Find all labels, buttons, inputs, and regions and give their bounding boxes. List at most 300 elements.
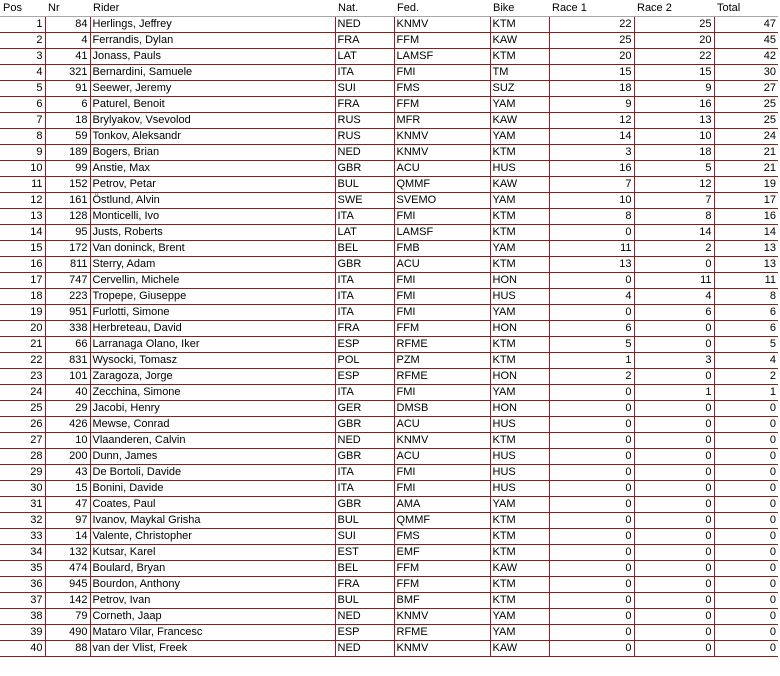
cell-bike: KTM	[490, 577, 549, 593]
cell-fed: ACU	[394, 161, 490, 177]
cell-bike: KTM	[490, 353, 549, 369]
cell-race1: 10	[549, 193, 634, 209]
table-row	[0, 465, 778, 481]
cell-race2: 18	[634, 145, 714, 161]
cell-rider: Seewer, Jeremy	[90, 81, 335, 97]
cell-race1: 7	[549, 177, 634, 193]
cell-fed: FMI	[394, 65, 490, 81]
cell-nr: 47	[45, 497, 90, 513]
cell-bike: HUS	[490, 465, 549, 481]
cell-race1: 0	[549, 417, 634, 433]
cell-race2: 0	[634, 529, 714, 545]
cell-nat: LAT	[335, 225, 394, 241]
cell-bike: KTM	[490, 337, 549, 353]
cell-nr: 747	[45, 273, 90, 289]
table-row	[0, 417, 778, 433]
cell-race1: 0	[549, 641, 634, 657]
table-row	[0, 209, 778, 225]
cell-fed: EMF	[394, 545, 490, 561]
cell-race1: 0	[549, 513, 634, 529]
cell-nr: 91	[45, 81, 90, 97]
cell-fed: ACU	[394, 257, 490, 273]
cell-race1: 6	[549, 321, 634, 337]
cell-race2: 15	[634, 65, 714, 81]
cell-pos: 25	[0, 401, 45, 417]
cell-total: 5	[714, 337, 778, 353]
cell-nr: 99	[45, 161, 90, 177]
cell-fed: RFME	[394, 337, 490, 353]
cell-race1: 0	[549, 625, 634, 641]
cell-total: 6	[714, 321, 778, 337]
table-row	[0, 353, 778, 369]
cell-nr: 152	[45, 177, 90, 193]
table-row	[0, 433, 778, 449]
cell-bike: HUS	[490, 481, 549, 497]
cell-pos: 13	[0, 209, 45, 225]
cell-total: 0	[714, 449, 778, 465]
cell-race1: 16	[549, 161, 634, 177]
cell-bike: YAM	[490, 129, 549, 145]
cell-race1: 4	[549, 289, 634, 305]
cell-fed: KNMV	[394, 641, 490, 657]
cell-race2: 6	[634, 305, 714, 321]
cell-fed: QMMF	[394, 177, 490, 193]
table-body	[0, 17, 778, 657]
cell-nat: NED	[335, 609, 394, 625]
cell-pos: 22	[0, 353, 45, 369]
table-row	[0, 177, 778, 193]
table-row	[0, 561, 778, 577]
cell-race1: 0	[549, 401, 634, 417]
cell-nat: FRA	[335, 33, 394, 49]
cell-race1: 12	[549, 113, 634, 129]
cell-race2: 0	[634, 257, 714, 273]
cell-race1: 13	[549, 257, 634, 273]
cell-fed: QMMF	[394, 513, 490, 529]
cell-total: 0	[714, 545, 778, 561]
cell-race1: 0	[549, 497, 634, 513]
cell-total: 14	[714, 225, 778, 241]
cell-total: 6	[714, 305, 778, 321]
table-row	[0, 113, 778, 129]
cell-nr: 426	[45, 417, 90, 433]
cell-bike: KTM	[490, 513, 549, 529]
cell-race2: 14	[634, 225, 714, 241]
cell-rider: Zecchina, Simone	[90, 385, 335, 401]
cell-rider: Mewse, Conrad	[90, 417, 335, 433]
cell-fed: KNMV	[394, 145, 490, 161]
cell-bike: KTM	[490, 257, 549, 273]
cell-pos: 26	[0, 417, 45, 433]
cell-total: 1	[714, 385, 778, 401]
cell-fed: AMA	[394, 497, 490, 513]
column-header-pos: Pos	[0, 0, 45, 17]
cell-fed: MFR	[394, 113, 490, 129]
cell-race2: 10	[634, 129, 714, 145]
cell-nat: RUS	[335, 129, 394, 145]
cell-bike: YAM	[490, 193, 549, 209]
cell-nat: ITA	[335, 481, 394, 497]
cell-nat: SUI	[335, 81, 394, 97]
cell-race2: 11	[634, 273, 714, 289]
cell-race2: 0	[634, 641, 714, 657]
header-row	[0, 0, 778, 17]
cell-nat: GER	[335, 401, 394, 417]
cell-rider: Herbreteau, David	[90, 321, 335, 337]
cell-race1: 0	[549, 465, 634, 481]
cell-bike: HUS	[490, 449, 549, 465]
cell-race1: 25	[549, 33, 634, 49]
cell-bike: YAM	[490, 385, 549, 401]
cell-nat: GBR	[335, 417, 394, 433]
cell-race2: 5	[634, 161, 714, 177]
cell-race2: 0	[634, 625, 714, 641]
cell-race2: 0	[634, 593, 714, 609]
cell-race2: 0	[634, 561, 714, 577]
table-row	[0, 321, 778, 337]
cell-race2: 22	[634, 49, 714, 65]
table-row	[0, 449, 778, 465]
cell-pos: 29	[0, 465, 45, 481]
cell-nr: 951	[45, 305, 90, 321]
cell-race2: 0	[634, 369, 714, 385]
cell-total: 30	[714, 65, 778, 81]
cell-race2: 25	[634, 17, 714, 33]
cell-fed: FMS	[394, 529, 490, 545]
cell-race1: 0	[549, 305, 634, 321]
cell-nr: 223	[45, 289, 90, 305]
cell-rider: Wysocki, Tomasz	[90, 353, 335, 369]
cell-bike: KTM	[490, 593, 549, 609]
cell-race2: 2	[634, 241, 714, 257]
cell-nr: 10	[45, 433, 90, 449]
cell-bike: KTM	[490, 545, 549, 561]
column-header-nat: Nat.	[335, 0, 394, 17]
cell-race1: 14	[549, 129, 634, 145]
cell-bike: KAW	[490, 113, 549, 129]
cell-nr: 189	[45, 145, 90, 161]
cell-nat: FRA	[335, 321, 394, 337]
cell-pos: 6	[0, 97, 45, 113]
table-row	[0, 337, 778, 353]
cell-nat: ITA	[335, 65, 394, 81]
cell-total: 13	[714, 241, 778, 257]
cell-race2: 9	[634, 81, 714, 97]
cell-nat: ITA	[335, 273, 394, 289]
cell-bike: SUZ	[490, 81, 549, 97]
cell-race2: 0	[634, 609, 714, 625]
cell-rider: Jacobi, Henry	[90, 401, 335, 417]
cell-nat: GBR	[335, 257, 394, 273]
cell-race2: 0	[634, 449, 714, 465]
table-row	[0, 545, 778, 561]
cell-pos: 38	[0, 609, 45, 625]
cell-pos: 21	[0, 337, 45, 353]
cell-total: 0	[714, 529, 778, 545]
table-row	[0, 145, 778, 161]
cell-bike: TM	[490, 65, 549, 81]
cell-nat: GBR	[335, 497, 394, 513]
cell-pos: 8	[0, 129, 45, 145]
cell-fed: FMS	[394, 81, 490, 97]
cell-bike: KTM	[490, 433, 549, 449]
cell-rider: Petrov, Petar	[90, 177, 335, 193]
column-header-race2: Race 2	[634, 0, 714, 17]
cell-nr: 15	[45, 481, 90, 497]
table-row	[0, 81, 778, 97]
cell-race2: 0	[634, 433, 714, 449]
cell-nat: NED	[335, 641, 394, 657]
cell-total: 0	[714, 497, 778, 513]
cell-nr: 132	[45, 545, 90, 561]
cell-nat: LAT	[335, 49, 394, 65]
cell-rider: De Bortoli, Davide	[90, 465, 335, 481]
cell-nr: 831	[45, 353, 90, 369]
cell-rider: Petrov, Ivan	[90, 593, 335, 609]
cell-fed: DMSB	[394, 401, 490, 417]
cell-rider: Cervellin, Michele	[90, 273, 335, 289]
cell-total: 0	[714, 417, 778, 433]
cell-pos: 30	[0, 481, 45, 497]
cell-nat: GBR	[335, 161, 394, 177]
cell-race1: 0	[549, 433, 634, 449]
table-row	[0, 97, 778, 113]
cell-nat: GBR	[335, 449, 394, 465]
cell-pos: 12	[0, 193, 45, 209]
cell-nr: 161	[45, 193, 90, 209]
cell-rider: Boulard, Bryan	[90, 561, 335, 577]
cell-race2: 0	[634, 513, 714, 529]
cell-bike: YAM	[490, 305, 549, 321]
table-row	[0, 625, 778, 641]
cell-pos: 27	[0, 433, 45, 449]
cell-rider: Furlotti, Simone	[90, 305, 335, 321]
table-row	[0, 609, 778, 625]
cell-bike: HON	[490, 321, 549, 337]
cell-fed: FFM	[394, 561, 490, 577]
table-row	[0, 193, 778, 209]
table-row	[0, 257, 778, 273]
cell-total: 0	[714, 465, 778, 481]
cell-pos: 20	[0, 321, 45, 337]
cell-race1: 0	[549, 609, 634, 625]
cell-rider: Bonini, Davide	[90, 481, 335, 497]
cell-nat: NED	[335, 17, 394, 33]
cell-nat: BUL	[335, 513, 394, 529]
cell-race2: 1	[634, 385, 714, 401]
cell-bike: YAM	[490, 609, 549, 625]
cell-pos: 16	[0, 257, 45, 273]
cell-total: 27	[714, 81, 778, 97]
cell-rider: Paturel, Benoit	[90, 97, 335, 113]
cell-bike: HON	[490, 273, 549, 289]
cell-bike: YAM	[490, 241, 549, 257]
table-row	[0, 49, 778, 65]
cell-race1: 18	[549, 81, 634, 97]
column-header-total: Total	[714, 0, 778, 17]
cell-nr: 6	[45, 97, 90, 113]
column-header-rider: Rider	[90, 0, 335, 17]
cell-fed: LAMSF	[394, 49, 490, 65]
table-row	[0, 513, 778, 529]
cell-pos: 11	[0, 177, 45, 193]
cell-pos: 14	[0, 225, 45, 241]
cell-pos: 17	[0, 273, 45, 289]
table-row	[0, 273, 778, 289]
cell-race1: 11	[549, 241, 634, 257]
table-row	[0, 289, 778, 305]
cell-fed: FMI	[394, 273, 490, 289]
cell-rider: Jonass, Pauls	[90, 49, 335, 65]
cell-fed: FMI	[394, 385, 490, 401]
cell-rider: Larranaga Olano, Iker	[90, 337, 335, 353]
cell-total: 0	[714, 561, 778, 577]
cell-fed: FFM	[394, 321, 490, 337]
cell-total: 0	[714, 625, 778, 641]
cell-nr: 95	[45, 225, 90, 241]
cell-fed: BMF	[394, 593, 490, 609]
cell-nat: ITA	[335, 209, 394, 225]
cell-race1: 0	[549, 545, 634, 561]
cell-pos: 18	[0, 289, 45, 305]
cell-bike: HON	[490, 401, 549, 417]
cell-bike: HUS	[490, 417, 549, 433]
cell-pos: 40	[0, 641, 45, 657]
cell-nr: 84	[45, 17, 90, 33]
cell-nr: 88	[45, 641, 90, 657]
cell-bike: KAW	[490, 33, 549, 49]
table-row	[0, 641, 778, 657]
cell-total: 16	[714, 209, 778, 225]
cell-pos: 1	[0, 17, 45, 33]
cell-bike: KAW	[490, 177, 549, 193]
cell-total: 13	[714, 257, 778, 273]
cell-nr: 811	[45, 257, 90, 273]
cell-fed: KNMV	[394, 433, 490, 449]
cell-race2: 0	[634, 465, 714, 481]
cell-nat: NED	[335, 145, 394, 161]
cell-nat: NED	[335, 433, 394, 449]
cell-nat: ITA	[335, 385, 394, 401]
cell-total: 0	[714, 401, 778, 417]
cell-race1: 0	[549, 385, 634, 401]
cell-nat: SUI	[335, 529, 394, 545]
cell-fed: PZM	[394, 353, 490, 369]
cell-rider: Brylyakov, Vsevolod	[90, 113, 335, 129]
cell-race2: 0	[634, 417, 714, 433]
cell-race2: 0	[634, 497, 714, 513]
cell-nr: 40	[45, 385, 90, 401]
cell-bike: KAW	[490, 561, 549, 577]
cell-race2: 4	[634, 289, 714, 305]
cell-pos: 35	[0, 561, 45, 577]
cell-pos: 23	[0, 369, 45, 385]
cell-pos: 15	[0, 241, 45, 257]
cell-bike: KTM	[490, 145, 549, 161]
cell-nat: POL	[335, 353, 394, 369]
cell-rider: Mataro Vilar, Francesc	[90, 625, 335, 641]
cell-pos: 28	[0, 449, 45, 465]
cell-race1: 0	[549, 529, 634, 545]
table-row	[0, 385, 778, 401]
cell-nr: 200	[45, 449, 90, 465]
cell-pos: 5	[0, 81, 45, 97]
cell-bike: YAM	[490, 625, 549, 641]
cell-nat: BEL	[335, 561, 394, 577]
cell-nat: ESP	[335, 625, 394, 641]
cell-rider: Dunn, James	[90, 449, 335, 465]
cell-bike: YAM	[490, 497, 549, 513]
cell-race2: 20	[634, 33, 714, 49]
cell-fed: FMI	[394, 305, 490, 321]
cell-total: 2	[714, 369, 778, 385]
cell-fed: RFME	[394, 625, 490, 641]
table-row	[0, 65, 778, 81]
table-row	[0, 529, 778, 545]
cell-race1: 3	[549, 145, 634, 161]
cell-nr: 18	[45, 113, 90, 129]
cell-bike: HUS	[490, 161, 549, 177]
cell-bike: YAM	[490, 97, 549, 113]
cell-nr: 321	[45, 65, 90, 81]
cell-bike: KTM	[490, 529, 549, 545]
cell-rider: Ferrandis, Dylan	[90, 33, 335, 49]
cell-race1: 0	[549, 273, 634, 289]
cell-race1: 20	[549, 49, 634, 65]
cell-rider: Corneth, Jaap	[90, 609, 335, 625]
cell-nr: 59	[45, 129, 90, 145]
cell-race2: 0	[634, 337, 714, 353]
table-row	[0, 481, 778, 497]
cell-pos: 2	[0, 33, 45, 49]
cell-nr: 490	[45, 625, 90, 641]
cell-total: 11	[714, 273, 778, 289]
cell-nat: BUL	[335, 593, 394, 609]
cell-pos: 31	[0, 497, 45, 513]
cell-fed: FFM	[394, 33, 490, 49]
cell-nat: SWE	[335, 193, 394, 209]
table-row	[0, 593, 778, 609]
table-row	[0, 369, 778, 385]
cell-bike: KTM	[490, 49, 549, 65]
cell-race1: 0	[549, 593, 634, 609]
table-row	[0, 577, 778, 593]
cell-rider: Herlings, Jeffrey	[90, 17, 335, 33]
cell-total: 0	[714, 577, 778, 593]
cell-pos: 39	[0, 625, 45, 641]
cell-nat: EST	[335, 545, 394, 561]
cell-rider: Vlaanderen, Calvin	[90, 433, 335, 449]
cell-pos: 34	[0, 545, 45, 561]
cell-race1: 8	[549, 209, 634, 225]
cell-race1: 0	[549, 449, 634, 465]
cell-race1: 5	[549, 337, 634, 353]
cell-rider: Anstie, Max	[90, 161, 335, 177]
cell-rider: Bogers, Brian	[90, 145, 335, 161]
cell-nat: BEL	[335, 241, 394, 257]
cell-rider: Justs, Roberts	[90, 225, 335, 241]
cell-race2: 13	[634, 113, 714, 129]
cell-bike: KAW	[490, 641, 549, 657]
cell-nat: RUS	[335, 113, 394, 129]
cell-pos: 9	[0, 145, 45, 161]
table-row	[0, 225, 778, 241]
cell-rider: Tonkov, Aleksandr	[90, 129, 335, 145]
cell-race2: 0	[634, 577, 714, 593]
cell-race2: 0	[634, 545, 714, 561]
cell-pos: 3	[0, 49, 45, 65]
cell-rider: van der Vlist, Freek	[90, 641, 335, 657]
